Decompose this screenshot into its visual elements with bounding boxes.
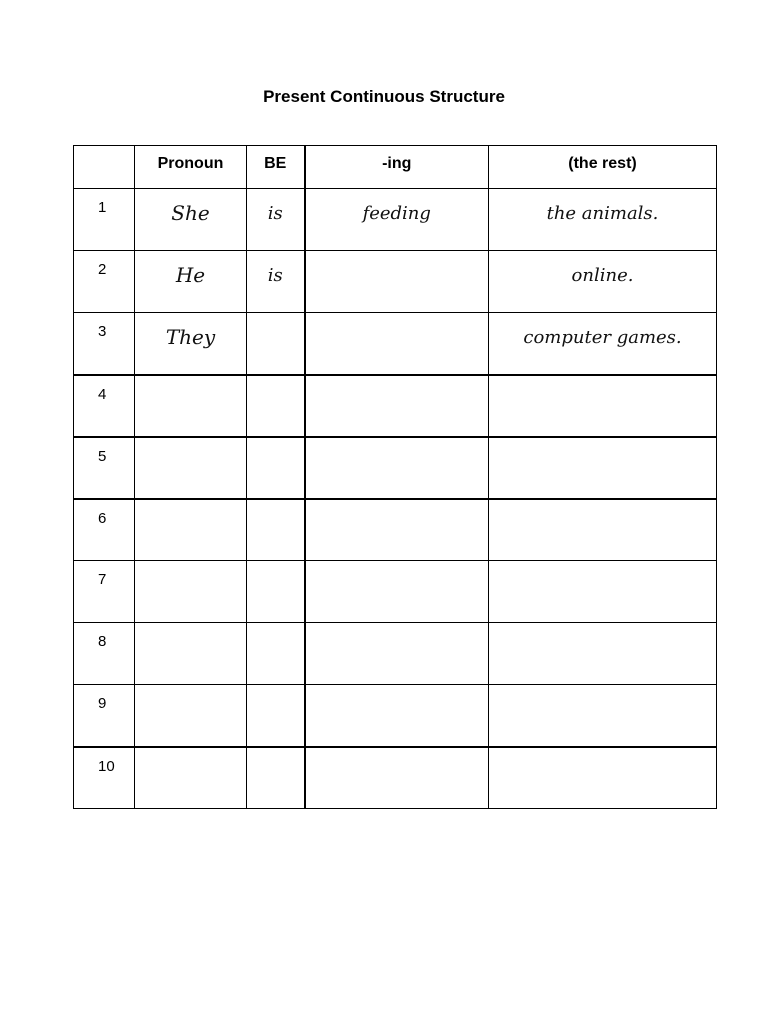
table-row	[74, 623, 717, 685]
ing-cell[interactable]: feeding	[305, 189, 489, 251]
rest-cell[interactable]	[489, 499, 717, 561]
row-number: 8	[74, 623, 135, 685]
pronoun-cell[interactable]	[135, 561, 247, 623]
rest-cell[interactable]	[489, 437, 717, 499]
row-number: 2	[74, 251, 135, 313]
table-row	[74, 313, 717, 375]
row-number: 9	[74, 685, 135, 747]
rest-cell[interactable]: computer games.	[489, 313, 717, 375]
ing-cell[interactable]	[305, 623, 489, 685]
pronoun-cell[interactable]	[135, 375, 247, 437]
pronoun-cell[interactable]	[135, 499, 247, 561]
be-cell[interactable]: is	[247, 189, 305, 251]
pronoun-cell[interactable]: He	[135, 251, 247, 313]
table-row	[74, 189, 717, 251]
row-number: 5	[74, 437, 135, 499]
row-number: 6	[74, 499, 135, 561]
row-number: 3	[74, 313, 135, 375]
ing-cell[interactable]	[305, 747, 489, 809]
table-row	[74, 375, 717, 437]
rest-cell[interactable]	[489, 685, 717, 747]
rest-cell[interactable]: the animals.	[489, 189, 717, 251]
be-cell[interactable]	[247, 499, 305, 561]
row-number: 1	[74, 189, 135, 251]
rest-cell[interactable]	[489, 747, 717, 809]
be-cell[interactable]: is	[247, 251, 305, 313]
table-row	[74, 685, 717, 747]
row-number: 10	[74, 747, 135, 809]
row-number: 7	[74, 561, 135, 623]
row-number: 4	[74, 375, 135, 437]
ing-cell[interactable]	[305, 561, 489, 623]
rest-cell[interactable]	[489, 375, 717, 437]
table-row	[74, 747, 717, 809]
rest-cell[interactable]	[489, 623, 717, 685]
be-cell[interactable]	[247, 375, 305, 437]
rest-cell[interactable]	[489, 561, 717, 623]
be-cell[interactable]	[247, 313, 305, 375]
header-pronoun: Pronoun	[135, 146, 247, 189]
header-number	[74, 146, 135, 189]
ing-cell[interactable]	[305, 437, 489, 499]
pronoun-cell[interactable]: They	[135, 313, 247, 375]
table-row	[74, 251, 717, 313]
table-row	[74, 499, 717, 561]
ing-cell[interactable]	[305, 375, 489, 437]
pronoun-cell[interactable]	[135, 623, 247, 685]
ing-cell[interactable]	[305, 499, 489, 561]
table-row	[74, 561, 717, 623]
be-cell[interactable]	[247, 437, 305, 499]
header-rest: (the rest)	[489, 146, 717, 189]
be-cell[interactable]	[247, 685, 305, 747]
present-continuous-table	[73, 145, 717, 809]
be-cell[interactable]	[247, 747, 305, 809]
header-ing: -ing	[305, 146, 489, 189]
be-cell[interactable]	[247, 623, 305, 685]
rest-cell[interactable]: online.	[489, 251, 717, 313]
pronoun-cell[interactable]: She	[135, 189, 247, 251]
ing-cell[interactable]	[305, 251, 489, 313]
pronoun-cell[interactable]	[135, 685, 247, 747]
be-cell[interactable]	[247, 561, 305, 623]
worksheet-title: Present Continuous Structure	[263, 87, 505, 106]
pronoun-cell[interactable]	[135, 747, 247, 809]
ing-cell[interactable]	[305, 313, 489, 375]
header-be: BE	[247, 146, 305, 189]
table-row	[74, 437, 717, 499]
pronoun-cell[interactable]	[135, 437, 247, 499]
header-row	[74, 146, 717, 189]
ing-cell[interactable]	[305, 685, 489, 747]
